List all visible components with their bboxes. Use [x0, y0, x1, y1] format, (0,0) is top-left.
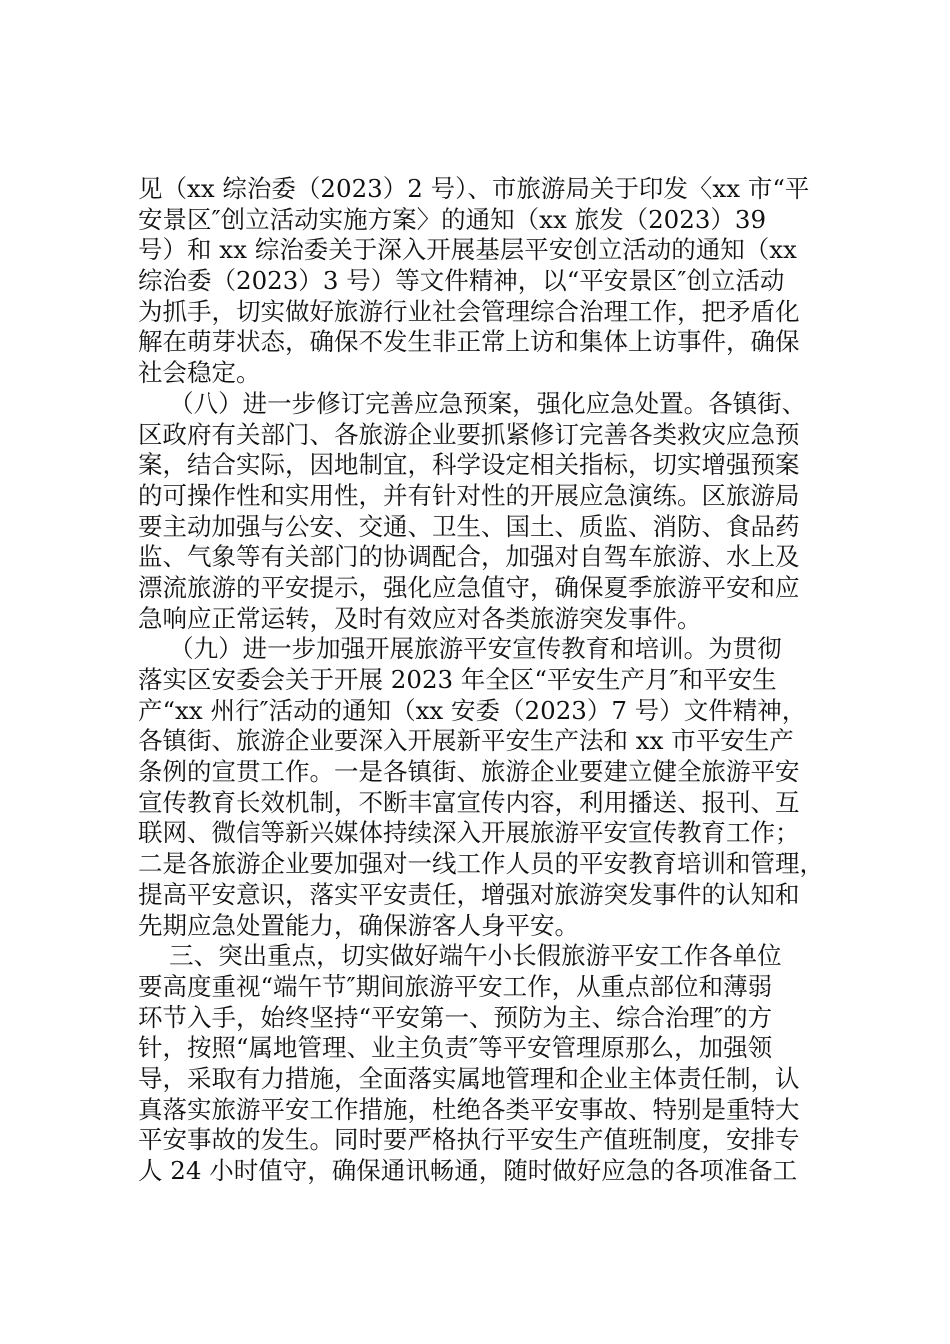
text-line: 产“xx 州行″活动的通知（xx 安委（2023）7 号）文件精神， [138, 695, 807, 725]
text-line: 解在萌芽状态，确保不发生非正常上访和集体上访事件，确保 [138, 327, 800, 357]
text-line: 社会稳定。 [138, 358, 261, 388]
text-line: 联网、微信等新兴媒体持续深入开展旅游平安宣传教育工作； [138, 818, 800, 848]
text-line: 先期应急处置能力，确保游客人身平安。 [138, 910, 579, 940]
text-line: 区政府有关部门、各旅游企业要抓紧修订完善各类救灾应急预 [138, 419, 800, 449]
text-line: （九）进一步加强开展旅游平安宣传教育和培训。为贯彻 [138, 634, 782, 664]
text-line: 安景区″创立活动实施方案〉的通知（xx 旅发（2023）39 [138, 204, 767, 234]
text-line: 落实区安委会关于开展 2023 年全区“平安生产月″和平安生 [138, 665, 777, 694]
text-line: 综治委（2023）3 号）等文件精神，以“平安景区″创立活动 [138, 266, 785, 296]
text-line: 监、气象等有关部门的协调配合，加强对自驾车旅游、水上及 [138, 542, 800, 572]
text-line: 为抓手，切实做好旅游行业社会管理综合治理工作，把矛盾化 [138, 296, 800, 326]
text-line: 真落实旅游平安工作措施，杜绝各类平安事故、特别是重特大 [138, 1094, 800, 1124]
text-line: 案，结合实际，因地制宜，科学设定相关指标，切实增强预案 [138, 450, 800, 480]
text-line: 宣传教育长效机制，不断丰富宣传内容，利用播送、报刊、互 [138, 787, 800, 817]
text-line: 漂流旅游的平安提示，强化应急值守，确保夏季旅游平安和应 [138, 572, 800, 602]
text-line: 针，按照“属地管理、业主负责″等平安管理原那么，加强领 [138, 1033, 773, 1063]
text-line: 的可操作性和实用性，并有针对性的开展应急演练。区旅游局 [138, 480, 800, 510]
text-line: 三、突出重点，切实做好端午小长假旅游平安工作各单位 [138, 941, 782, 971]
text-line: 二是各旅游企业要加强对一线工作人员的平安教育培训和管理， [138, 849, 824, 879]
text-line: 要高度重视“端午节″期间旅游平安工作，从重点部位和薄弱 [138, 971, 773, 1001]
text-line: 平安事故的发生。同时要严格执行平安生产值班制度，安排专 [138, 1125, 800, 1155]
text-line: 各镇街、旅游企业要深入开展新平安生产法和 xx 市平安生产 [138, 726, 794, 756]
text-line: 号）和 xx 综治委关于深入开展基层平安创立活动的通知（xx [138, 235, 797, 265]
text-line: 提高平安意识，落实平安责任，增强对旅游突发事件的认知和 [138, 879, 800, 909]
text-line: 导，采取有力措施，全面落实属地管理和企业主体责任制，认 [138, 1063, 800, 1093]
text-line: 要主动加强与公安、交通、卫生、国土、质监、消防、食品药 [138, 511, 800, 541]
document-body [138, 174, 838, 1187]
text-line: 见（xx 综治委（2023）2 号）、市旅游局关于印发〈xx 市“平 [138, 174, 810, 203]
text-line: 条例的宣贯工作。一是各镇街、旅游企业要建立健全旅游平安 [138, 757, 800, 787]
text-line: 环节入手，始终坚持“平安第一、预防为主、综合治理″的方 [138, 1002, 773, 1032]
text-line: 急响应正常运转，及时有效应对各类旅游突发事件。 [138, 603, 702, 633]
text-line: 人 24 小时值守，确保通讯畅通，随时做好应急的各项准备工 [138, 1156, 798, 1185]
text-line: （八）进一步修订完善应急预案，强化应急处置。各镇街、 [138, 388, 807, 418]
